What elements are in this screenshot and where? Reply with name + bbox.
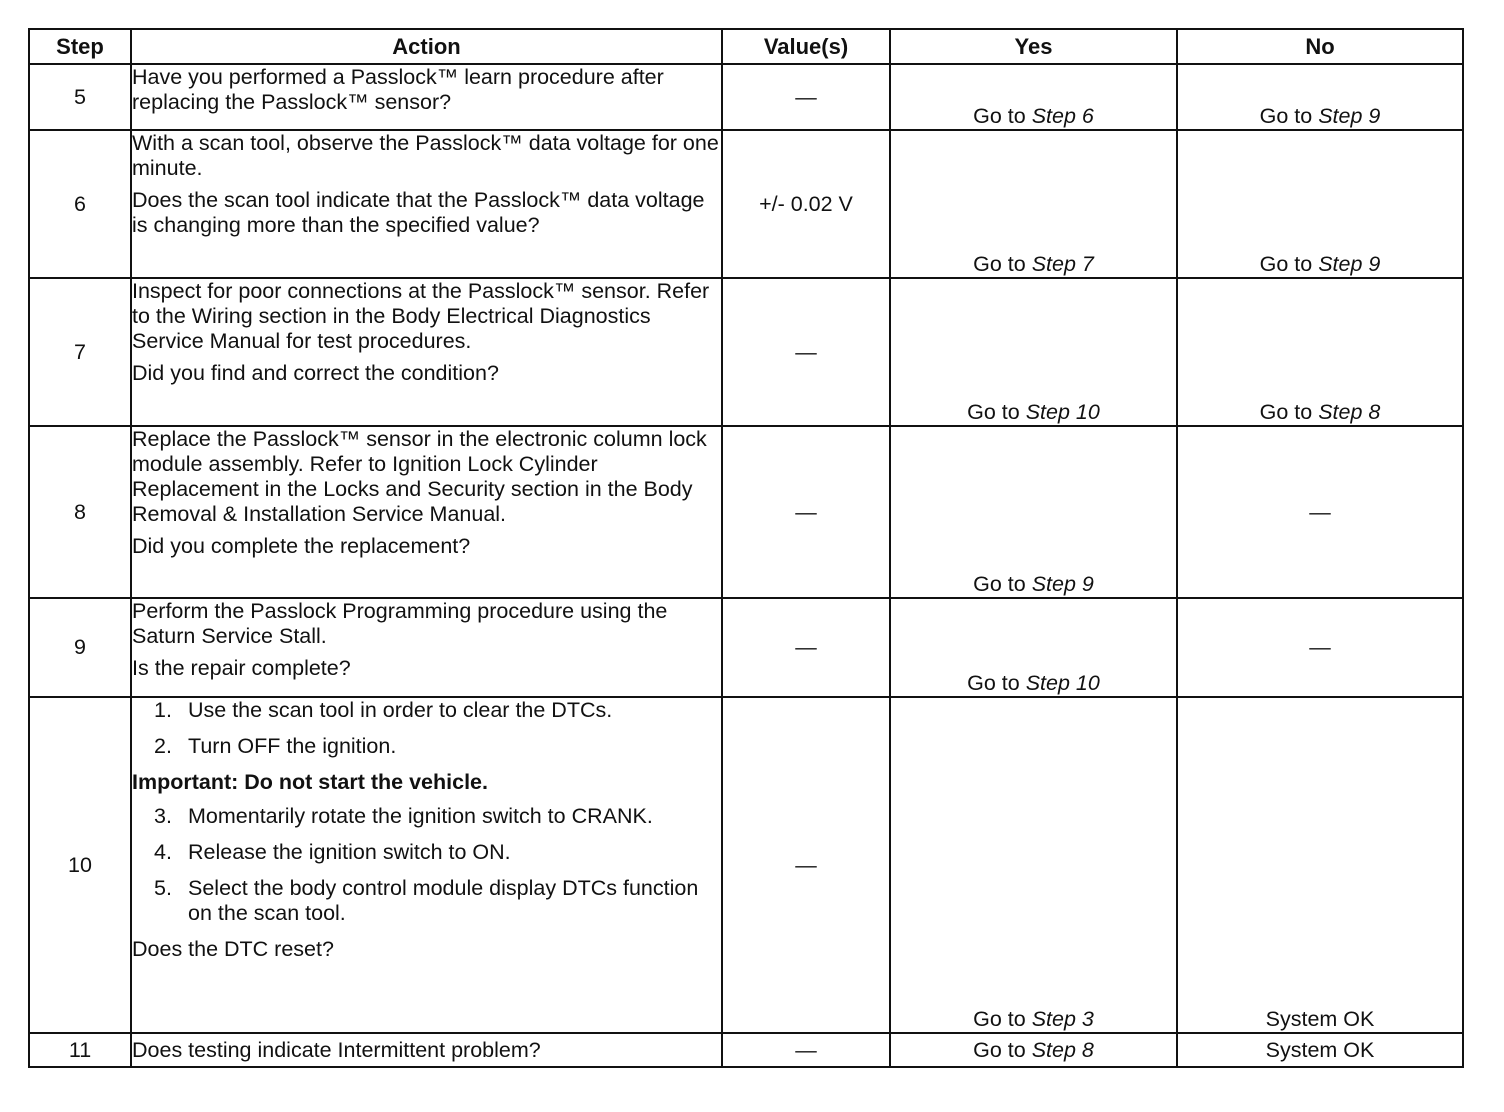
list-item: [154, 876, 721, 926]
yes-cell: [890, 278, 1177, 426]
no-cell: [1177, 130, 1463, 278]
yes-cell: [890, 426, 1177, 598]
no-step-ref: Step 9: [1318, 104, 1381, 128]
yes-prefix: Go to: [973, 104, 1026, 128]
header-yes: Yes: [890, 29, 1177, 64]
yes-step-ref: Step 9: [1031, 572, 1094, 596]
substep-number: 4.: [154, 840, 172, 864]
substep-number: 5.: [154, 876, 172, 900]
action-question: Does the scan tool indicate that the Passlock™ data voltage is changing more than the specified value?: [132, 188, 705, 237]
no-cell: [1177, 64, 1463, 130]
header-values: Value(s): [722, 29, 890, 64]
substep-number: 1.: [154, 698, 172, 722]
action-cell: [131, 598, 722, 697]
yes-cell: [890, 64, 1177, 130]
action-question: Did you find and correct the condition?: [132, 361, 499, 385]
yes-cell: [890, 598, 1177, 697]
yes-prefix: Go to: [973, 1037, 1026, 1062]
yes-step-ref: Step 6: [1031, 104, 1094, 128]
substep-number: 2.: [154, 734, 172, 758]
action-cell: [131, 64, 722, 130]
substep-text: Release the ignition switch to ON.: [188, 840, 511, 864]
table-row-step-8: [29, 426, 1463, 598]
list-item: [154, 698, 721, 723]
step-number: 7: [29, 278, 131, 426]
step-number: 11: [29, 1033, 131, 1067]
yes-step-ref: Step 8: [1031, 1037, 1094, 1062]
substep-text: Select the body control module display DTCs function on the scan tool.: [188, 876, 699, 925]
substep-text: Momentarily rotate the ignition switch to CRANK.: [188, 804, 653, 828]
table-row-step-10: [29, 697, 1463, 1033]
value-cell: —: [722, 697, 890, 1033]
yes-prefix: Go to: [967, 671, 1020, 695]
yes-prefix: Go to: [973, 252, 1026, 276]
value-cell: —: [722, 278, 890, 426]
action-cell: [131, 697, 722, 1033]
step-number: 5: [29, 64, 131, 130]
action-text: Replace the Passlock™ sensor in the electronic column lock module assembly. Refer to Ignition Lock Cylinder Replacement in the Locks and Security section in the Body Removal & Installation Service Manual.: [132, 427, 707, 526]
header-row: [29, 29, 1463, 64]
header-action: Action: [131, 29, 722, 64]
action-text: Have you performed a Passlock™ learn procedure after replacing the Passlock™ sensor?: [132, 65, 664, 114]
no-step-ref: Step 9: [1318, 252, 1381, 276]
value-cell: —: [722, 426, 890, 598]
yes-prefix: Go to: [973, 1007, 1026, 1031]
no-cell: —: [1177, 426, 1463, 598]
yes-step-ref: Step 3: [1031, 1007, 1094, 1031]
no-cell: System OK: [1177, 697, 1463, 1033]
action-text: Perform the Passlock Programming procedure using the Saturn Service Stall.: [132, 599, 668, 648]
yes-prefix: Go to: [973, 572, 1026, 596]
action-cell: [131, 426, 722, 598]
list-item: [154, 840, 721, 865]
no-cell: System OK: [1177, 1033, 1463, 1067]
action-text: With a scan tool, observe the Passlock™ data voltage for one minute.: [132, 131, 719, 180]
no-prefix: Go to: [1259, 252, 1313, 276]
step-number: 9: [29, 598, 131, 697]
step-number: 6: [29, 130, 131, 278]
important-note: Important: Do not start the vehicle.: [132, 770, 488, 794]
substep-number: 3.: [154, 804, 172, 828]
step-number: 10: [29, 697, 131, 1033]
value-cell: —: [722, 598, 890, 697]
yes-prefix: Go to: [967, 400, 1020, 424]
table-row-step-9: [29, 598, 1463, 697]
yes-step-ref: Step 10: [1025, 400, 1100, 424]
substep-list: [132, 804, 721, 926]
substep-text: Turn OFF the ignition.: [188, 734, 397, 758]
table-row-step-11: [29, 1033, 1463, 1067]
no-step-ref: Step 8: [1318, 400, 1381, 424]
diagnostic-table: [28, 28, 1464, 1068]
yes-cell: [890, 1033, 1177, 1067]
no-cell: [1177, 278, 1463, 426]
step-number: 8: [29, 426, 131, 598]
table-row-step-5: [29, 64, 1463, 130]
list-item: [154, 804, 721, 829]
no-cell: —: [1177, 598, 1463, 697]
action-text: Inspect for poor connections at the Passlock™ sensor. Refer to the Wiring section in the Body Electrical Diagnostics Service Manual for test procedures.: [132, 279, 710, 353]
action-cell: [131, 278, 722, 426]
list-item: [154, 734, 721, 759]
header-no: No: [1177, 29, 1463, 64]
no-prefix: Go to: [1259, 104, 1313, 128]
value-cell: —: [722, 64, 890, 130]
yes-cell: [890, 697, 1177, 1033]
value-cell: +/- 0.02 V: [722, 130, 890, 278]
yes-step-ref: Step 7: [1031, 252, 1094, 276]
yes-step-ref: Step 10: [1025, 671, 1100, 695]
action-question: Did you complete the replacement?: [132, 534, 471, 558]
table-row-step-7: [29, 278, 1463, 426]
value-cell: —: [722, 1033, 890, 1067]
action-cell: [131, 1033, 722, 1067]
action-question: Does the DTC reset?: [132, 937, 334, 961]
header-step: Step: [29, 29, 131, 64]
yes-cell: [890, 130, 1177, 278]
action-question: Does testing indicate Intermittent problem?: [132, 1037, 541, 1062]
action-cell: [131, 130, 722, 278]
substep-text: Use the scan tool in order to clear the DTCs.: [188, 698, 613, 722]
no-prefix: Go to: [1259, 400, 1313, 424]
table-row-step-6: [29, 130, 1463, 278]
action-question: Is the repair complete?: [132, 656, 351, 680]
substep-list: [132, 698, 721, 759]
